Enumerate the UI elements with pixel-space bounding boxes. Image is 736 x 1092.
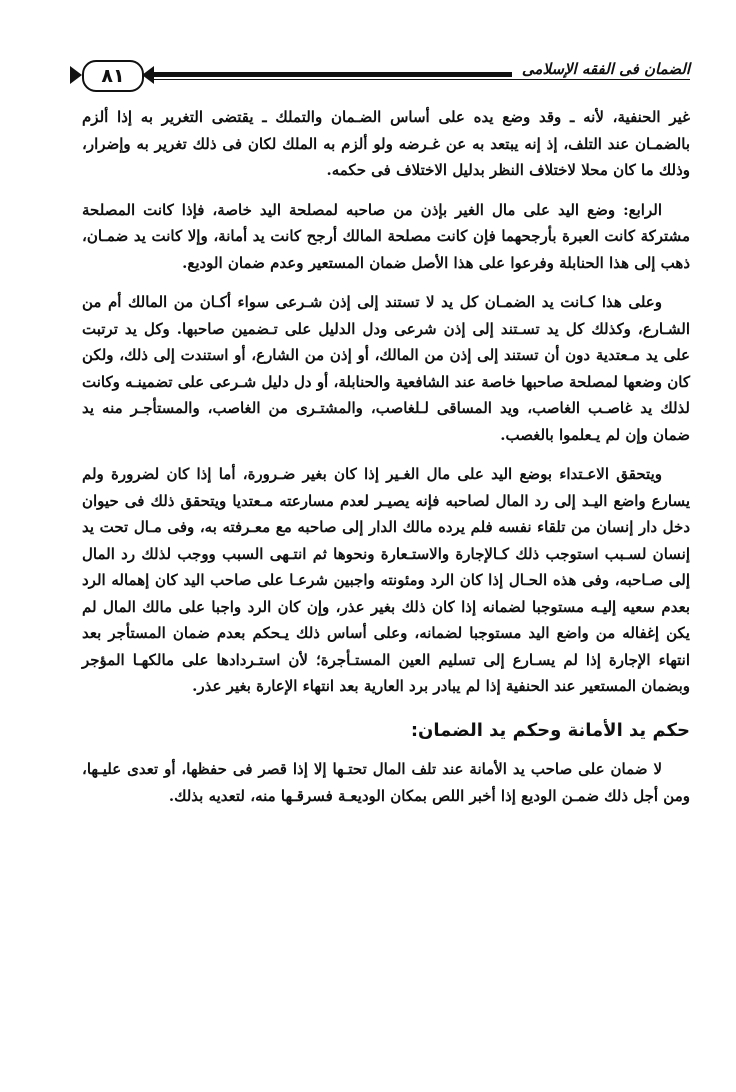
paragraph-text: لا ضمان على صاحب يد الأمانة عند تلف المال تحتـها إلا إذا قصر فى حفظها، أو تعدى عليـها، ومن أجل ذلك ضمـن الوديع إذا أخبر اللص بمكان الوديعـة فسرقـها منه، لتعديه بذلك. <box>82 760 690 805</box>
paragraph-text: وعلى هذا كـانت يد الضمـان كل يد لا تستند إلى إذن شـرعى سواء أكـان من المالك أم من الشـارع، وكذلك كل يد تسـتند إلى إذن شرعى ودل الدليل على تـضمين صاحبها. وكل يد ترتبت على يد مـعتدية دون أن تستند إلى إذن من المالك، أو إذن من الشارع، أو استندت إلى ذلك، ولكن كان وضعها لمصلحة صاحبها خاصة عند الشافعية والحنابلة، أو دل دليل شـرعى على تضمينـه وكانت لذلك يد غاصـب الغاصب، ويد المساقى لـلغاصب، والمشتـرى من الغاصب، والمستأجـر منه يد ضمان وإن لم يـعلموا بالغصب. <box>82 293 690 444</box>
running-header <box>70 58 690 98</box>
paragraph <box>82 197 690 277</box>
paragraph <box>82 461 690 700</box>
header-rule-thin <box>150 79 690 80</box>
paragraph-text: وضع اليد على مال الغير بإذن من صاحبه لمصلحة اليد خاصة، فإذا كانت المصلحة مشتركة كانت العبرة بأرجحهما فإن كانت مصلحة المالك أرجح كانت يد أمانة، وإلا كانت يد ضمـان، ذهب إلى هذا الحنابلة وفرعوا على هذا الأصل ضمان المستعير وعدم ضمان الوديع. <box>82 200 690 272</box>
header-title: الضمان فى الفقه الإسلامى <box>512 60 690 78</box>
paragraph <box>82 756 690 809</box>
paragraph <box>82 104 690 184</box>
paragraph-text: غير الحنفية، لأنه ـ وقد وضع يده على أساس الضـمان والتملك ـ يقتضى التغرير به إذا ألزم بالضمـان عند التلف، إذ إنه يبتعد به عن غـرضه ولو ألزم به الملك لكان فى ذلك تغرير به وإضرار، وذلك ما كان محلا لاختلاف النظر بدليل الاختلاف فى حكمه. <box>82 108 690 179</box>
paragraph-text: ويتحقق الاعـتداء بوضع اليد على مال الغـير إذا كان بغير ضـرورة، أما إذا كان لضرورة ولم يسارع واضع اليـد إلى رد المال لصاحبه فإنه يصيـر لعدم مسارعته مـعتديا ويتحقق ذلك فى حيوان دخل دار إنسان من تلقاء نفسه فلم يرده مالك الدار إلى صاحبه مع معـرفته به، وفى مـال تحت يد إنسان لسـبب استوجب ذلك كـالإجارة والاستـعارة ونحوها ثم انتـهى السبب ووجب لذلك رد المال إلى صـاحبه، وفى هذه الحـال إذا كان الرد ومئونته واجبين شرعـا على صاحب اليد كان إهماله الرد بعدم سعيه إليـه مستوجبا لضمانه إذا كان ذلك بغير عذر، وإن كان الرد واجبا على مالك المال لم يكن إغفاله من واضع اليد مستوجبا لضمانه، وعلى أساس ذلك يـحكم بعدم ضمان المستأجر بعد انتهاء الإجارة إذا لم يسـارع إلى تسليم العين المستـأجرة؛ لأن استـردادها على مالكهـا المؤجر وبضمان المستعير عند الحنفية إذا لم يبادر برد العارية بعد انتهاء الإعارة بغير عذر. <box>82 465 690 695</box>
page-number: ٨١ <box>82 60 144 92</box>
header-ornament-left <box>70 66 82 84</box>
body-text <box>82 104 690 822</box>
paragraph <box>82 289 690 448</box>
paragraph-lead: الرابع: <box>623 200 662 219</box>
section-heading: حكم يد الأمانة وحكم يد الضمان: <box>410 719 690 741</box>
